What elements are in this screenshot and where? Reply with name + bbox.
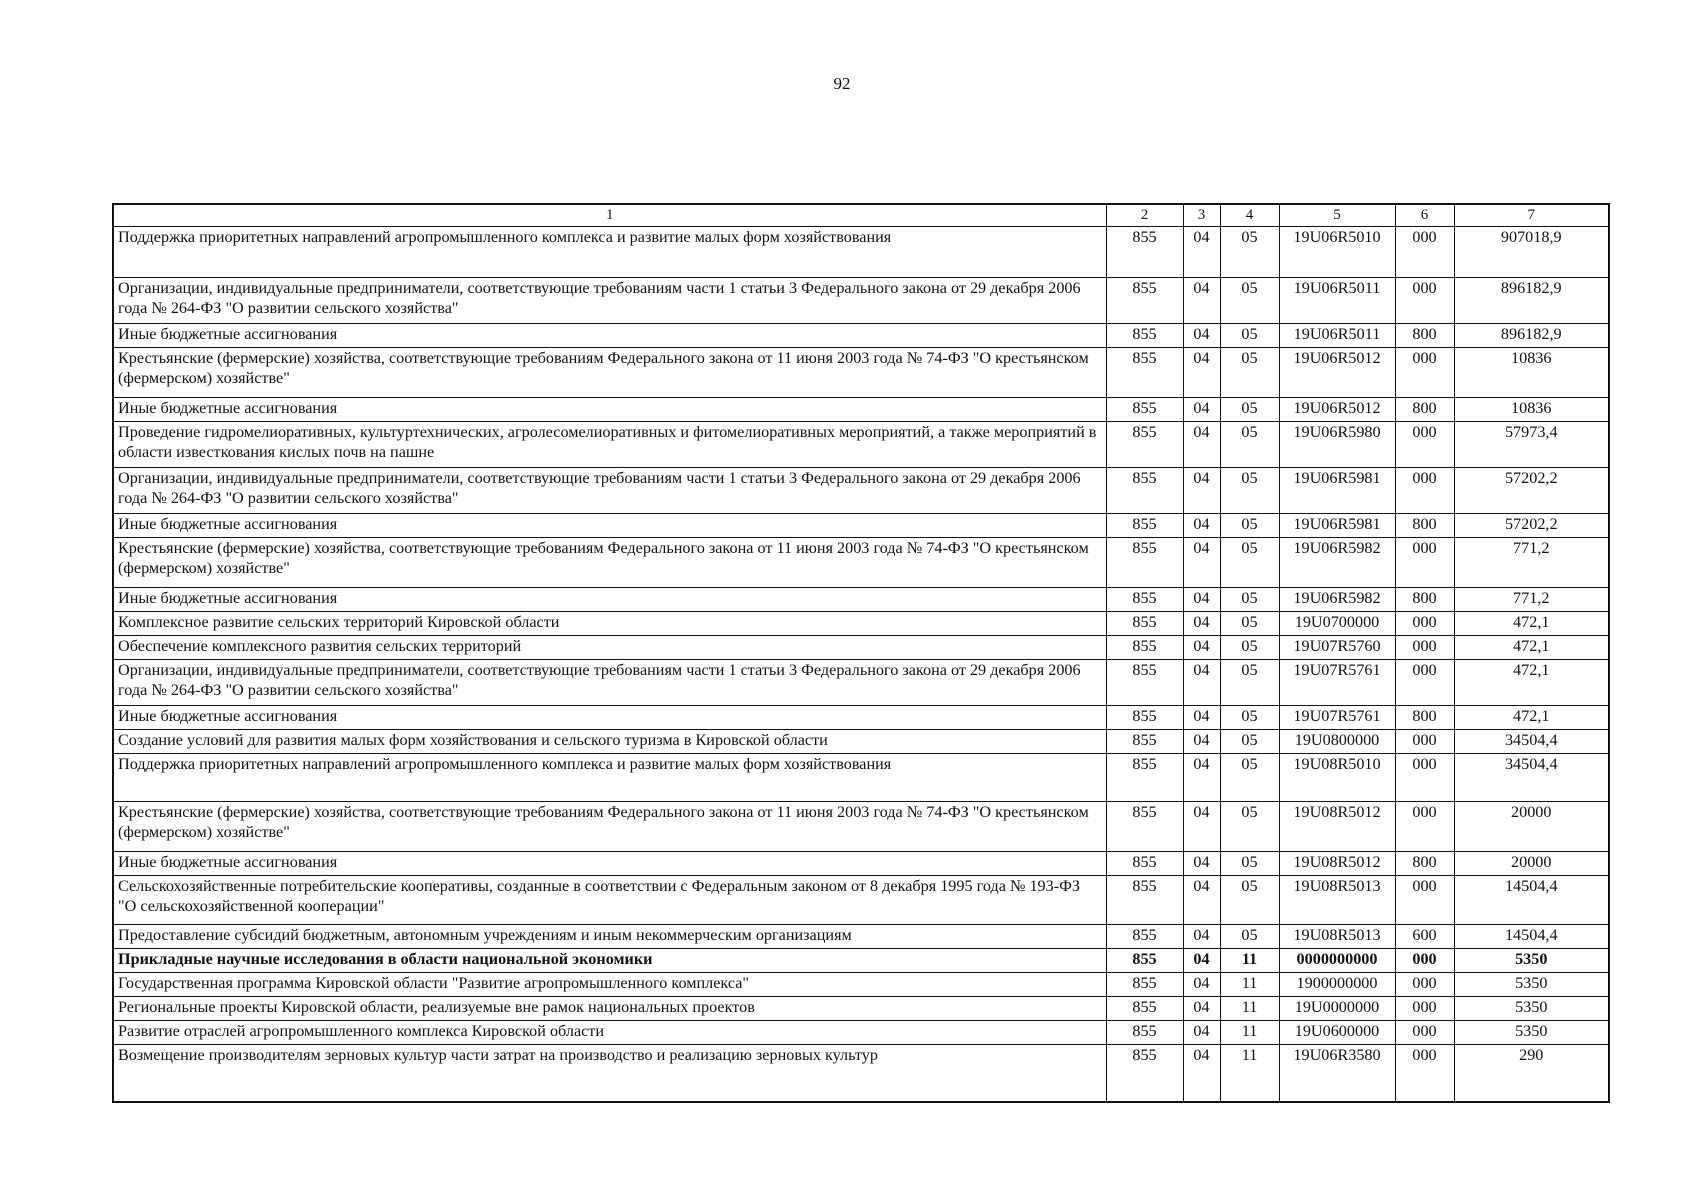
expense-type-cell: 000	[1395, 660, 1454, 706]
target-article-cell: 19U06R5980	[1279, 422, 1395, 468]
row-name-cell: Поддержка приоритетных направлений агропромышленного комплекса и развитие малых форм хозяйствования	[113, 754, 1106, 802]
subsection-cell: 05	[1220, 468, 1279, 514]
expense-type-cell: 800	[1395, 852, 1454, 876]
chapter-cell: 04	[1183, 754, 1220, 802]
amount-cell: 20000	[1454, 802, 1609, 852]
section-code-cell: 855	[1106, 514, 1183, 538]
page-number: 92	[833, 74, 851, 93]
budget-table	[112, 203, 1610, 1103]
row-name-cell: Региональные проекты Кировской области, реализуемые вне рамок национальных проектов	[113, 997, 1106, 1021]
target-article-cell: 19U08R5012	[1279, 852, 1395, 876]
subsection-cell: 05	[1220, 398, 1279, 422]
target-article-cell: 19U06R5011	[1279, 278, 1395, 324]
table-row	[113, 1045, 1609, 1103]
chapter-cell: 04	[1183, 538, 1220, 588]
section-code-cell: 855	[1106, 802, 1183, 852]
row-name-cell: Крестьянские (фермерские) хозяйства, соответствующие требованиям Федерального закона от 11 июня 2003 года № 74-ФЗ "О крестьянском (фермерском) хозяйстве"	[113, 538, 1106, 588]
chapter-cell: 04	[1183, 588, 1220, 612]
target-article-cell: 19U0600000	[1279, 1021, 1395, 1045]
expense-type-cell: 000	[1395, 468, 1454, 514]
section-code-cell: 855	[1106, 422, 1183, 468]
target-article-cell: 19U08R5013	[1279, 876, 1395, 925]
row-name-cell: Комплексное развитие сельских территорий Кировской области	[113, 612, 1106, 636]
table-row	[113, 876, 1609, 925]
target-article-cell: 19U0700000	[1279, 612, 1395, 636]
expense-type-cell: 800	[1395, 324, 1454, 348]
row-name-cell: Создание условий для развития малых форм хозяйствования и сельского туризма в Кировской области	[113, 730, 1106, 754]
table-row	[113, 706, 1609, 730]
amount-cell: 57202,2	[1454, 468, 1609, 514]
table-row	[113, 852, 1609, 876]
section-code-cell: 855	[1106, 468, 1183, 514]
chapter-cell: 04	[1183, 660, 1220, 706]
target-article-cell: 19U06R5981	[1279, 468, 1395, 514]
target-article-cell: 19U06R5011	[1279, 324, 1395, 348]
target-article-cell: 1900000000	[1279, 973, 1395, 997]
section-code-cell: 855	[1106, 997, 1183, 1021]
subsection-cell: 11	[1220, 1021, 1279, 1045]
header-cell: 5	[1279, 204, 1395, 227]
expense-type-cell: 000	[1395, 997, 1454, 1021]
chapter-cell: 04	[1183, 949, 1220, 973]
chapter-cell: 04	[1183, 636, 1220, 660]
target-article-cell: 19U06R5982	[1279, 538, 1395, 588]
subsection-cell: 05	[1220, 324, 1279, 348]
subsection-cell: 05	[1220, 588, 1279, 612]
row-name-cell: Иные бюджетные ассигнования	[113, 514, 1106, 538]
section-code-cell: 855	[1106, 398, 1183, 422]
table-row	[113, 348, 1609, 398]
amount-cell: 34504,4	[1454, 754, 1609, 802]
section-code-cell: 855	[1106, 324, 1183, 348]
amount-cell: 5350	[1454, 949, 1609, 973]
expense-type-cell: 000	[1395, 730, 1454, 754]
amount-cell: 20000	[1454, 852, 1609, 876]
header-cell: 7	[1454, 204, 1609, 227]
amount-cell: 290	[1454, 1045, 1609, 1103]
subsection-cell: 05	[1220, 660, 1279, 706]
chapter-cell: 04	[1183, 324, 1220, 348]
expense-type-cell: 000	[1395, 1045, 1454, 1103]
chapter-cell: 04	[1183, 1021, 1220, 1045]
amount-cell: 57973,4	[1454, 422, 1609, 468]
header-cell: 1	[113, 204, 1106, 227]
amount-cell: 907018,9	[1454, 227, 1609, 278]
target-article-cell: 19U06R5982	[1279, 588, 1395, 612]
table-row	[113, 538, 1609, 588]
subsection-cell: 11	[1220, 997, 1279, 1021]
section-code-cell: 855	[1106, 925, 1183, 949]
amount-cell: 771,2	[1454, 588, 1609, 612]
table-body	[113, 227, 1609, 1103]
target-article-cell: 19U07R5761	[1279, 706, 1395, 730]
row-name-cell: Сельскохозяйственные потребительские кооперативы, созданные в соответствии с Федеральным законом от 8 декабря 1995 года № 193-ФЗ "О сельскохозяйственной кооперации"	[113, 876, 1106, 925]
target-article-cell: 19U06R3580	[1279, 1045, 1395, 1103]
expense-type-cell: 000	[1395, 1021, 1454, 1045]
expense-type-cell: 000	[1395, 278, 1454, 324]
amount-cell: 896182,9	[1454, 278, 1609, 324]
expense-type-cell: 000	[1395, 636, 1454, 660]
target-article-cell: 19U07R5760	[1279, 636, 1395, 660]
expense-type-cell: 600	[1395, 925, 1454, 949]
target-article-cell: 19U07R5761	[1279, 660, 1395, 706]
subsection-cell: 05	[1220, 802, 1279, 852]
subsection-cell: 05	[1220, 876, 1279, 925]
subsection-cell: 05	[1220, 636, 1279, 660]
table-row	[113, 514, 1609, 538]
table-row	[113, 227, 1609, 278]
expense-type-cell: 800	[1395, 514, 1454, 538]
row-name-cell: Проведение гидромелиоративных, культуртехнических, агролесомелиоративных и фитомелиоративных мероприятий, а также мероприятий в области известкования кислых почв на пашне	[113, 422, 1106, 468]
row-name-cell: Предоставление субсидий бюджетным, автономным учреждениям и иным некоммерческим организациям	[113, 925, 1106, 949]
subsection-cell: 05	[1220, 706, 1279, 730]
amount-cell: 472,1	[1454, 612, 1609, 636]
subsection-cell: 11	[1220, 949, 1279, 973]
chapter-cell: 04	[1183, 802, 1220, 852]
row-name-cell: Организации, индивидуальные предприниматели, соответствующие требованиям части 1 статьи 3 Федерального закона от 29 декабря 2006 года № 264-ФЗ "О развитии сельского хозяйства"	[113, 468, 1106, 514]
row-name-cell: Иные бюджетные ассигнования	[113, 852, 1106, 876]
chapter-cell: 04	[1183, 852, 1220, 876]
table-row	[113, 660, 1609, 706]
target-article-cell: 19U0800000	[1279, 730, 1395, 754]
section-code-cell: 855	[1106, 949, 1183, 973]
table-row	[113, 636, 1609, 660]
expense-type-cell: 000	[1395, 612, 1454, 636]
target-article-cell: 19U08R5010	[1279, 754, 1395, 802]
row-name-cell: Организации, индивидуальные предприниматели, соответствующие требованиям части 1 статьи 3 Федерального закона от 29 декабря 2006 года № 264-ФЗ "О развитии сельского хозяйства"	[113, 660, 1106, 706]
amount-cell: 14504,4	[1454, 876, 1609, 925]
chapter-cell: 04	[1183, 422, 1220, 468]
row-name-cell: Организации, индивидуальные предприниматели, соответствующие требованиям части 1 статьи 3 Федерального закона от 29 декабря 2006 года № 264-ФЗ "О развитии сельского хозяйства"	[113, 278, 1106, 324]
section-code-cell: 855	[1106, 852, 1183, 876]
target-article-cell: 19U08R5013	[1279, 925, 1395, 949]
subsection-cell: 05	[1220, 730, 1279, 754]
amount-cell: 57202,2	[1454, 514, 1609, 538]
chapter-cell: 04	[1183, 227, 1220, 278]
section-code-cell: 855	[1106, 278, 1183, 324]
expense-type-cell: 800	[1395, 588, 1454, 612]
subsection-cell: 05	[1220, 422, 1279, 468]
expense-type-cell: 000	[1395, 754, 1454, 802]
target-article-cell: 19U0000000	[1279, 997, 1395, 1021]
expense-type-cell: 000	[1395, 876, 1454, 925]
chapter-cell: 04	[1183, 706, 1220, 730]
subsection-cell: 05	[1220, 514, 1279, 538]
expense-type-cell: 000	[1395, 227, 1454, 278]
target-article-cell: 19U06R5010	[1279, 227, 1395, 278]
header-row	[113, 204, 1609, 227]
row-name-cell: Иные бюджетные ассигнования	[113, 706, 1106, 730]
amount-cell: 5350	[1454, 1021, 1609, 1045]
amount-cell: 10836	[1454, 348, 1609, 398]
chapter-cell: 04	[1183, 876, 1220, 925]
subsection-cell: 05	[1220, 348, 1279, 398]
header-cell: 6	[1395, 204, 1454, 227]
row-name-cell: Развитие отраслей агропромышленного комплекса Кировской области	[113, 1021, 1106, 1045]
expense-type-cell: 000	[1395, 973, 1454, 997]
table-row	[113, 422, 1609, 468]
chapter-cell: 04	[1183, 398, 1220, 422]
amount-cell: 771,2	[1454, 538, 1609, 588]
section-code-cell: 855	[1106, 973, 1183, 997]
chapter-cell: 04	[1183, 612, 1220, 636]
table-row	[113, 925, 1609, 949]
amount-cell: 34504,4	[1454, 730, 1609, 754]
amount-cell: 10836	[1454, 398, 1609, 422]
table-row	[113, 754, 1609, 802]
table-row	[113, 949, 1609, 973]
amount-cell: 5350	[1454, 973, 1609, 997]
expense-type-cell: 000	[1395, 348, 1454, 398]
section-code-cell: 855	[1106, 876, 1183, 925]
expense-type-cell: 800	[1395, 706, 1454, 730]
section-code-cell: 855	[1106, 588, 1183, 612]
amount-cell: 5350	[1454, 997, 1609, 1021]
expense-type-cell: 000	[1395, 802, 1454, 852]
chapter-cell: 04	[1183, 973, 1220, 997]
table-row	[113, 324, 1609, 348]
section-code-cell: 855	[1106, 730, 1183, 754]
target-article-cell: 19U06R5981	[1279, 514, 1395, 538]
row-name-cell: Крестьянские (фермерские) хозяйства, соответствующие требованиям Федерального закона от 11 июня 2003 года № 74-ФЗ "О крестьянском (фермерском) хозяйстве"	[113, 802, 1106, 852]
chapter-cell: 04	[1183, 514, 1220, 538]
table-row	[113, 730, 1609, 754]
row-name-cell: Иные бюджетные ассигнования	[113, 398, 1106, 422]
table-row	[113, 1021, 1609, 1045]
row-name-cell: Обеспечение комплексного развития сельских территорий	[113, 636, 1106, 660]
chapter-cell: 04	[1183, 1045, 1220, 1103]
table-row	[113, 588, 1609, 612]
table-row	[113, 973, 1609, 997]
row-name-cell: Возмещение производителям зерновых культур части затрат на производство и реализацию зерновых культур	[113, 1045, 1106, 1103]
table-row	[113, 278, 1609, 324]
target-article-cell: 19U08R5012	[1279, 802, 1395, 852]
table-row	[113, 802, 1609, 852]
header-cell: 2	[1106, 204, 1183, 227]
table-row	[113, 468, 1609, 514]
row-name-cell: Государственная программа Кировской области "Развитие агропромышленного комплекса"	[113, 973, 1106, 997]
amount-cell: 472,1	[1454, 660, 1609, 706]
section-code-cell: 855	[1106, 538, 1183, 588]
amount-cell: 472,1	[1454, 636, 1609, 660]
table-row	[113, 398, 1609, 422]
row-name-cell: Иные бюджетные ассигнования	[113, 324, 1106, 348]
row-name-cell: Крестьянские (фермерские) хозяйства, соответствующие требованиям Федерального закона от 11 июня 2003 года № 74-ФЗ "О крестьянском (фермерском) хозяйстве"	[113, 348, 1106, 398]
row-name-cell: Иные бюджетные ассигнования	[113, 588, 1106, 612]
table-row	[113, 612, 1609, 636]
chapter-cell: 04	[1183, 468, 1220, 514]
header-cell: 3	[1183, 204, 1220, 227]
amount-cell: 14504,4	[1454, 925, 1609, 949]
subsection-cell: 05	[1220, 852, 1279, 876]
section-code-cell: 855	[1106, 227, 1183, 278]
chapter-cell: 04	[1183, 348, 1220, 398]
chapter-cell: 04	[1183, 730, 1220, 754]
target-article-cell: 19U06R5012	[1279, 348, 1395, 398]
expense-type-cell: 000	[1395, 422, 1454, 468]
section-code-cell: 855	[1106, 1021, 1183, 1045]
target-article-cell: 19U06R5012	[1279, 398, 1395, 422]
target-article-cell: 0000000000	[1279, 949, 1395, 973]
subsection-cell: 05	[1220, 612, 1279, 636]
subsection-cell: 05	[1220, 538, 1279, 588]
section-code-cell: 855	[1106, 348, 1183, 398]
section-code-cell: 855	[1106, 1045, 1183, 1103]
subsection-cell: 11	[1220, 973, 1279, 997]
row-name-cell: Прикладные научные исследования в области национальной экономики	[113, 949, 1106, 973]
section-code-cell: 855	[1106, 612, 1183, 636]
header-cell: 4	[1220, 204, 1279, 227]
expense-type-cell: 800	[1395, 398, 1454, 422]
row-name-cell: Поддержка приоритетных направлений агропромышленного комплекса и развитие малых форм хозяйствования	[113, 227, 1106, 278]
chapter-cell: 04	[1183, 925, 1220, 949]
amount-cell: 472,1	[1454, 706, 1609, 730]
table-row	[113, 997, 1609, 1021]
amount-cell: 896182,9	[1454, 324, 1609, 348]
section-code-cell: 855	[1106, 754, 1183, 802]
chapter-cell: 04	[1183, 278, 1220, 324]
subsection-cell: 05	[1220, 754, 1279, 802]
section-code-cell: 855	[1106, 636, 1183, 660]
subsection-cell: 05	[1220, 925, 1279, 949]
section-code-cell: 855	[1106, 660, 1183, 706]
expense-type-cell: 000	[1395, 538, 1454, 588]
subsection-cell: 05	[1220, 227, 1279, 278]
subsection-cell: 05	[1220, 278, 1279, 324]
subsection-cell: 11	[1220, 1045, 1279, 1103]
expense-type-cell: 000	[1395, 949, 1454, 973]
table-header	[113, 204, 1609, 227]
section-code-cell: 855	[1106, 706, 1183, 730]
chapter-cell: 04	[1183, 997, 1220, 1021]
